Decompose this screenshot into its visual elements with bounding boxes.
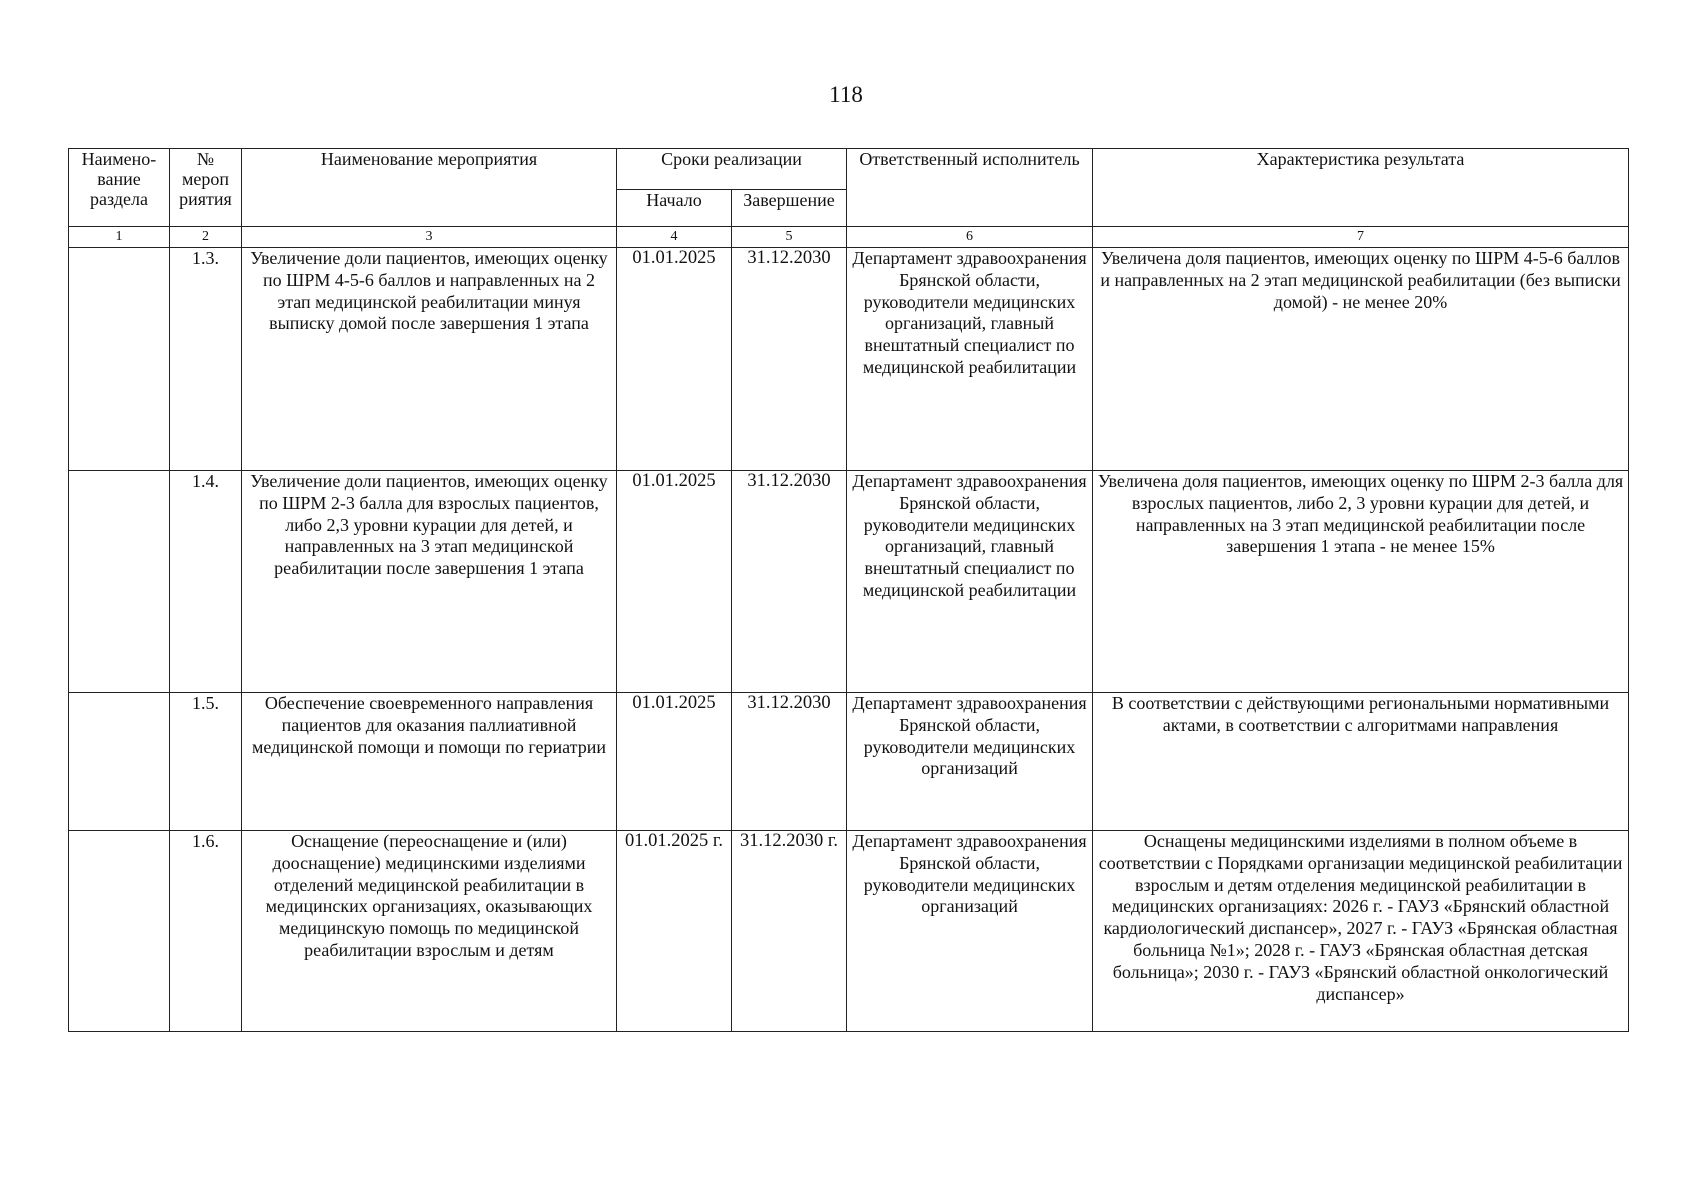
row-responsible-cell: Департамент здравоохранения Брянской области, руководители медицинских организаций <box>847 831 1093 1032</box>
table-row <box>69 471 1629 693</box>
header-measure: Наименование мероприятия <box>242 149 617 227</box>
header-end: Завершение <box>732 190 847 227</box>
row-end-cell: 31.12.2030 <box>732 471 847 693</box>
table-row <box>69 248 1629 471</box>
row-result-cell: В соответствии с действующими региональными нормативными актами, в соответствии с алгоритмами направления <box>1093 693 1629 831</box>
row-end-cell: 31.12.2030 <box>732 693 847 831</box>
table-row <box>69 831 1629 1032</box>
header-result: Характеристика результата <box>1093 149 1629 227</box>
row-responsible-cell: Департамент здравоохранения Брянской области, руководители медицинских организаций, главный внештатный специалист по медицинской реабилитации <box>847 248 1093 471</box>
activities-table <box>68 148 1629 1032</box>
row-measure-cell: Увеличение доли пациентов, имеющих оценку по ШРМ 2-3 балла для взрослых пациентов, либо 2,3 уровни курации для детей, и направленных на 3 этап медицинской реабилитации после завершения 1 этапа <box>242 471 617 693</box>
row-number-cell: 1.4. <box>170 471 242 693</box>
row-section-cell <box>69 693 170 831</box>
column-number: 6 <box>847 227 1093 248</box>
row-section-cell <box>69 831 170 1032</box>
header-section: Наимено-вание раздела <box>69 149 170 227</box>
column-number: 7 <box>1093 227 1629 248</box>
row-number-cell: 1.5. <box>170 693 242 831</box>
row-section-cell <box>69 248 170 471</box>
row-start-cell: 01.01.2025 <box>617 471 732 693</box>
row-start-cell: 01.01.2025 <box>617 248 732 471</box>
row-end-cell: 31.12.2030 <box>732 248 847 471</box>
row-measure-cell: Обеспечение своевременного направления пациентов для оказания паллиативной медицинской помощи и помощи по гериатрии <box>242 693 617 831</box>
row-measure-cell: Оснащение (переоснащение и (или) дооснащение) медицинскими изделиями отделений медицинской реабилитации в медицинских организациях, оказывающих медицинскую помощь по медицинской реабилитации взрослым и детям <box>242 831 617 1032</box>
column-number: 5 <box>732 227 847 248</box>
row-measure-cell: Увеличение доли пациентов, имеющих оценку по ШРМ 4-5-6 баллов и направленных на 2 этап медицинской реабилитации минуя выписку домой после завершения 1 этапа <box>242 248 617 471</box>
row-responsible-cell: Департамент здравоохранения Брянской области, руководители медицинских организаций, главный внештатный специалист по медицинской реабилитации <box>847 471 1093 693</box>
row-number-cell: 1.3. <box>170 248 242 471</box>
column-number: 3 <box>242 227 617 248</box>
header-start: Начало <box>617 190 732 227</box>
row-result-cell: Увеличена доля пациентов, имеющих оценку по ШРМ 2-3 балла для взрослых пациентов, либо 2, 3 уровни курации для детей, и направленных на 3 этап медицинской реабилитации после завершения 1 этапа - не менее 15% <box>1093 471 1629 693</box>
header-number: № мероп риятия <box>170 149 242 227</box>
row-result-cell: Оснащены медицинскими изделиями в полном объеме в соответствии с Порядками организации медицинской реабилитации взрослым и детям отделения медицинской реабилитации в медицинских организациях: 2026 г. - ГАУЗ «Брянский областной кардиологический диспансер», 2027 г. - ГАУЗ «Брянская областная больница №1»; 2028 г. - ГАУЗ «Брянская областная детская больница»; 2030 г. - ГАУЗ «Брянский областной онкологический диспансер» <box>1093 831 1629 1032</box>
page-number: 118 <box>829 82 863 107</box>
header-responsible: Ответственный исполнитель <box>847 149 1093 227</box>
column-number: 2 <box>170 227 242 248</box>
header-terms: Сроки реализации <box>617 149 847 190</box>
row-section-cell <box>69 471 170 693</box>
row-start-cell: 01.01.2025 г. <box>617 831 732 1032</box>
table-row <box>69 693 1629 831</box>
row-result-cell: Увеличена доля пациентов, имеющих оценку по ШРМ 4-5-6 баллов и направленных на 2 этап медицинской реабилитации (без выписки домой) - не менее 20% <box>1093 248 1629 471</box>
row-start-cell: 01.01.2025 <box>617 693 732 831</box>
row-end-cell: 31.12.2030 г. <box>732 831 847 1032</box>
column-number: 1 <box>69 227 170 248</box>
column-number: 4 <box>617 227 732 248</box>
row-responsible-cell: Департамент здравоохранения Брянской области, руководители медицинских организаций <box>847 693 1093 831</box>
row-number-cell: 1.6. <box>170 831 242 1032</box>
